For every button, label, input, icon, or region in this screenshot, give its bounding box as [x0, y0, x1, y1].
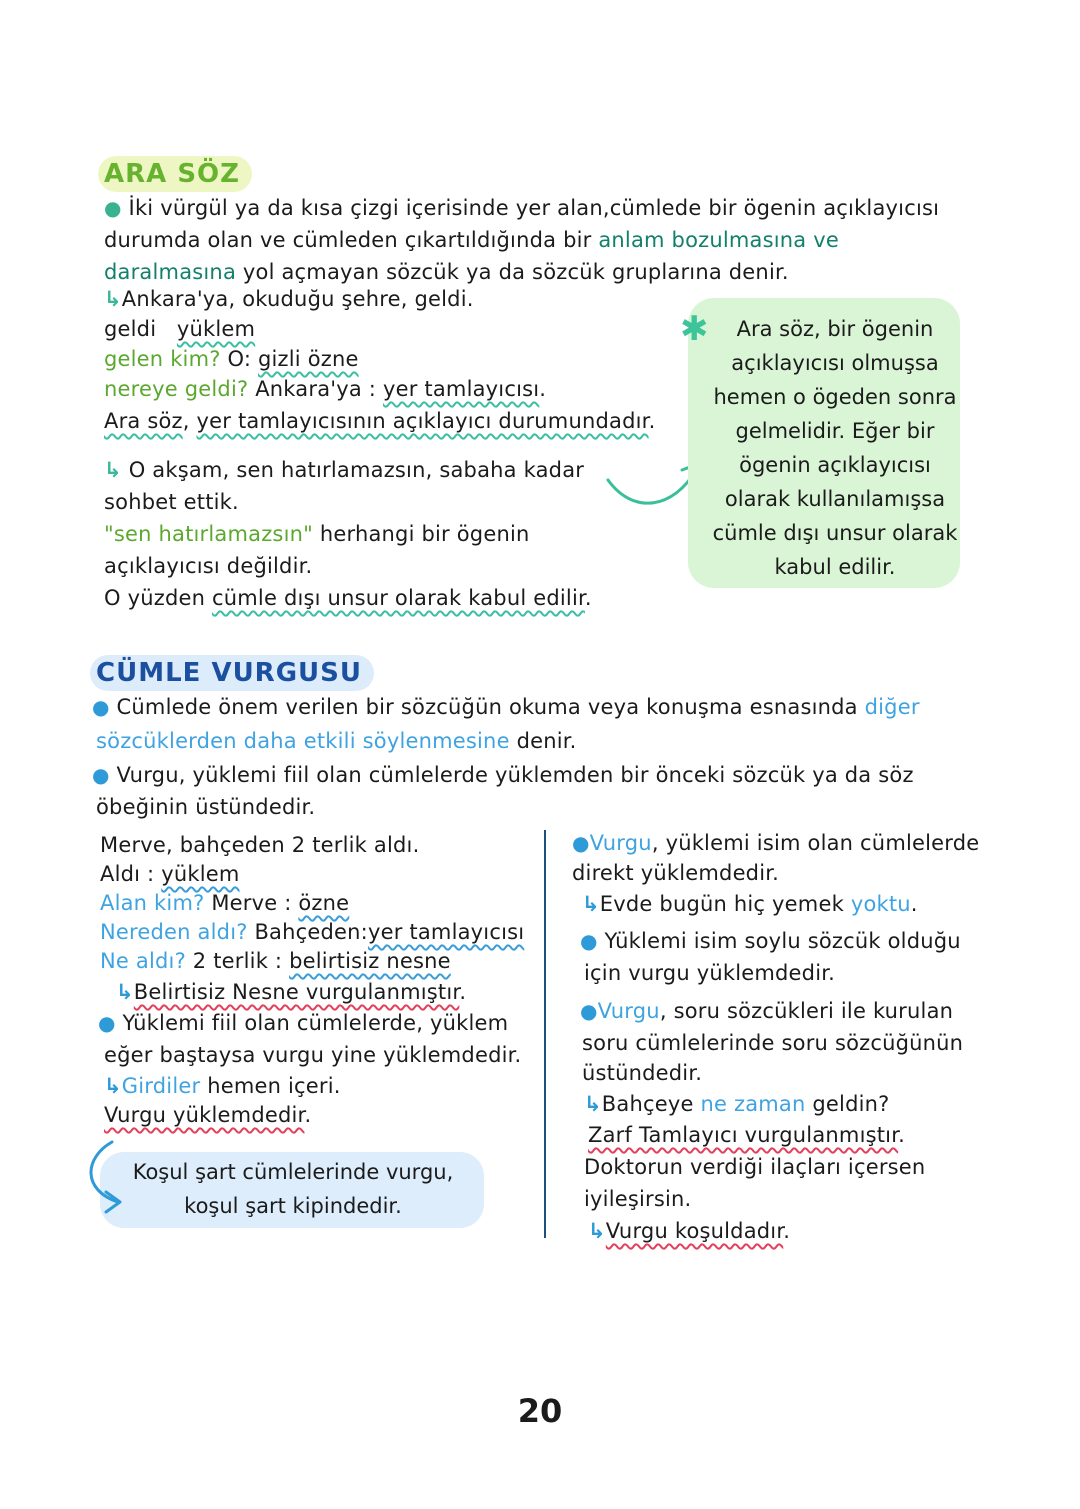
- right-line-9: ↳Bahçeye ne zaman geldin?: [584, 1092, 890, 1116]
- left-line-6: ↳Belirtisiz Nesne vurgulanmıştır.: [116, 980, 467, 1004]
- hook-arrow-icon: ↳: [104, 1074, 122, 1098]
- intro-line-2: durumda olan ve cümleden çıkartıldığında bir anlam bozulmasına ve: [104, 228, 840, 252]
- conclusion: Belirtisiz Nesne vurgulanmıştır: [133, 980, 460, 1004]
- vurgu-intro-line-3: ● Vurgu, yüklemi fiil olan cümlelerde yüklemden bir önceki sözcük ya da söz: [92, 763, 914, 787]
- question: Nereden aldı?: [100, 920, 248, 944]
- column-divider: [544, 830, 546, 1238]
- note-text-kosul: Koşul şart cümlelerinde vurgu, koşul şart kipindedir.: [132, 1160, 454, 1218]
- label-ozne: özne: [298, 891, 350, 915]
- example2-line-4: açıklayıcısı değildir.: [104, 554, 313, 578]
- left-line-3: Alan kim? Merve : özne: [100, 891, 350, 915]
- vurgu-intro-line-4: öbeğinin üstündedir.: [96, 795, 316, 819]
- label-gizli-ozne: gizli özne: [257, 347, 359, 371]
- label-yuklem: yüklem: [176, 317, 256, 341]
- page-number: 20: [517, 1392, 563, 1430]
- bullet-dot-icon: ●: [580, 929, 598, 953]
- left-line-10: Vurgu yüklemdedir.: [104, 1103, 312, 1127]
- section-title-cumle-vurgusu: CÜMLE VURGUSU: [90, 655, 374, 691]
- left-line-4: Nereden aldı? Bahçeden:yer tamlayıcısı: [100, 920, 525, 944]
- right-line-1: ●Vurgu, yüklemi isim olan cümlelerde: [572, 831, 980, 855]
- bullet-dot-icon: ●: [92, 763, 110, 787]
- section-title-ara-soz: ARA SÖZ: [98, 156, 252, 192]
- example-sentence: ↳Ankara'ya, okuduğu şehre, geldi.: [104, 287, 474, 311]
- note-text-ara-soz: Ara söz, bir ögenin açıklayıcısı olmuşsa hemen o ögeden sonra gelmelidir. Eğer bir ögenin açıklayıcısı olarak kullanılamışsa cümle dışı unsur olarak kabul edilir.: [712, 317, 958, 579]
- right-line-5: için vurgu yüklemdedir.: [584, 961, 836, 985]
- label-yuklem: yüklem: [161, 862, 240, 886]
- bullet-dot-icon: ●: [104, 196, 122, 220]
- analysis-row-1: geldi yüklem: [104, 317, 256, 341]
- example2-line-2: sohbet ettik.: [104, 490, 239, 514]
- left-line-7: ● Yüklemi fiil olan cümlelerde, yüklem: [98, 1011, 509, 1035]
- asterisk-icon: ✱: [680, 309, 709, 349]
- highlight-term: daralmasına: [104, 260, 237, 284]
- hook-arrow-icon: ↳: [104, 287, 122, 311]
- bullet-dot-icon: ●: [98, 1011, 116, 1035]
- hook-arrow-icon: ↳: [588, 1219, 606, 1243]
- highlight-term: Vurgu: [589, 831, 652, 855]
- conclusion: cümle dışı unsur olarak kabul edilir: [212, 586, 585, 610]
- analysis-row-2: gelen kim? O: gizli özne: [104, 347, 359, 371]
- right-line-12: iyileşirsin.: [584, 1187, 692, 1211]
- quoted-phrase: "sen hatırlamazsın": [104, 522, 313, 546]
- left-line-5: Ne aldı? 2 terlik : belirtisiz nesne: [100, 949, 451, 973]
- question: gelen kim?: [104, 347, 221, 371]
- example2-line-3: "sen hatırlamazsın" herhangi bir ögenin: [104, 522, 530, 546]
- highlight-term: sözcüklerden daha etkili söylenmesine: [96, 729, 510, 753]
- right-line-11: Doktorun verdiği ilaçları içersen: [584, 1155, 926, 1179]
- question: Ne aldı?: [100, 949, 186, 973]
- highlight-term: yoktu: [850, 892, 911, 916]
- right-line-4: ● Yüklemi isim soylu sözcük olduğu: [580, 929, 961, 953]
- left-line-2: Aldı : yüklem: [100, 862, 240, 886]
- right-line-10: Zarf Tamlayıcı vurgulanmıştır.: [588, 1123, 906, 1147]
- label-belirtisiz-nesne: belirtisiz nesne: [289, 949, 451, 973]
- right-line-6: ●Vurgu, soru sözcükleri ile kurulan: [580, 999, 954, 1023]
- highlight-term: diğer: [864, 695, 920, 719]
- question: nereye geldi?: [104, 377, 249, 401]
- highlight-term: Girdiler: [121, 1074, 201, 1098]
- bullet-dot-icon: ●: [572, 831, 590, 855]
- analysis-row-3: nereye geldi? Ankara'ya : yer tamlayıcısı.: [104, 377, 547, 401]
- right-line-2: direkt yüklemdedir.: [572, 861, 780, 885]
- highlight-term: anlam bozulmasına ve: [598, 228, 840, 252]
- intro-text: İki vürgül ya da kısa çizgi içerisinde yer alan,cümlede bir ögenin açıklayıcısı: [128, 196, 940, 220]
- highlight-term: ne zaman: [700, 1092, 806, 1116]
- conclusion: Vurgu koşuldadır: [605, 1219, 784, 1243]
- hook-arrow-icon: ↳: [116, 980, 134, 1004]
- question: Alan kim?: [100, 891, 205, 915]
- label-yer-tamlayicisi: yer tamlayıcısı: [382, 377, 540, 401]
- hook-arrow-icon: ↳: [582, 892, 600, 916]
- analysis-row-4: Ara söz, yer tamlayıcısının açıklayıcı durumundadır.: [104, 409, 656, 433]
- conclusion: Vurgu yüklemdedir: [104, 1103, 305, 1127]
- intro-line-1: [104, 193, 939, 223]
- term-ara-soz: Ara söz: [104, 409, 183, 433]
- right-line-3: ↳Evde bugün hiç yemek yoktu.: [582, 892, 918, 916]
- bullet-dot-icon: ●: [92, 695, 110, 719]
- label-yer-tamlayicisi: yer tamlayıcısı: [367, 920, 525, 944]
- left-line-1: Merve, bahçeden 2 terlik aldı.: [100, 833, 420, 857]
- intro-line-3: daralmasına yol açmayan sözcük ya da sözcük gruplarına denir.: [104, 260, 789, 284]
- right-line-7: soru cümlelerinde soru sözcüğünün: [582, 1031, 964, 1055]
- conclusion: Zarf Tamlayıcı vurgulanmıştır: [588, 1123, 899, 1147]
- example2-line-5: O yüzden cümle dışı unsur olarak kabul edilir.: [104, 586, 592, 610]
- vurgu-intro-line-1: ● Cümlede önem verilen bir sözcüğün okuma veya konuşma esnasında diğer: [92, 695, 920, 719]
- vurgu-intro-line-2: sözcüklerden daha etkili söylenmesine denir.: [96, 729, 577, 753]
- hook-arrow-icon: ↳: [584, 1092, 602, 1116]
- conclusion: yer tamlayıcısının açıklayıcı durumundadır: [196, 409, 649, 433]
- hook-arrow-icon: ↳: [104, 458, 122, 482]
- example2-line-1: ↳ O akşam, sen hatırlamazsın, sabaha kadar: [104, 458, 585, 482]
- right-line-8: üstündedir.: [582, 1061, 703, 1085]
- left-line-8: eğer baştaysa vurgu yine yüklemdedir.: [104, 1043, 522, 1067]
- right-line-13: ↳Vurgu koşuldadır.: [588, 1219, 791, 1243]
- highlight-term: Vurgu: [597, 999, 660, 1023]
- bullet-dot-icon: ●: [580, 999, 598, 1023]
- left-line-9: ↳Girdiler hemen içeri.: [104, 1074, 341, 1098]
